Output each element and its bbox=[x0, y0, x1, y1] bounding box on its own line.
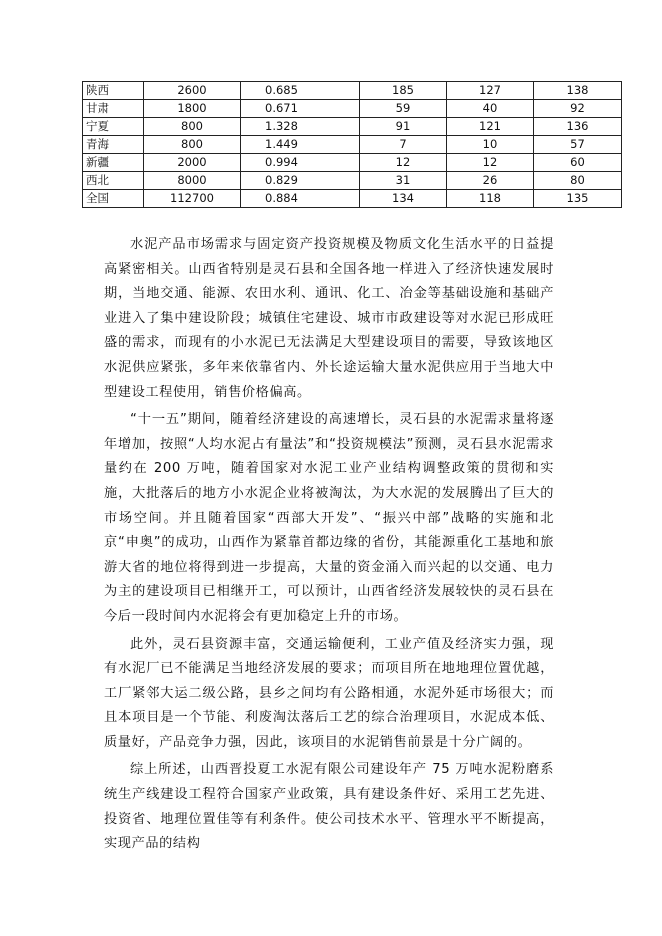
table-cell: 12 bbox=[447, 154, 534, 172]
table-cell: 全国 bbox=[83, 190, 144, 208]
table-cell: 7 bbox=[360, 136, 447, 154]
table-cell: 1.449 bbox=[241, 136, 360, 154]
body-text bbox=[104, 233, 554, 860]
table-cell: 0.884 bbox=[241, 190, 360, 208]
table-cell: 新疆 bbox=[83, 154, 144, 172]
table-cell: 2000 bbox=[144, 154, 241, 172]
table-cell: 136 bbox=[534, 118, 622, 136]
table-cell: 138 bbox=[534, 82, 622, 100]
table-cell: 118 bbox=[447, 190, 534, 208]
table-cell: 26 bbox=[447, 172, 534, 190]
table-cell: 0.994 bbox=[241, 154, 360, 172]
table-row bbox=[83, 154, 622, 172]
table-cell: 0.671 bbox=[241, 100, 360, 118]
table-cell: 134 bbox=[360, 190, 447, 208]
table-cell: 1.328 bbox=[241, 118, 360, 136]
table-cell: 8000 bbox=[144, 172, 241, 190]
table-cell: 112700 bbox=[144, 190, 241, 208]
table-cell: 92 bbox=[534, 100, 622, 118]
table-cell: 0.685 bbox=[241, 82, 360, 100]
table-cell: 31 bbox=[360, 172, 447, 190]
table-cell: 甘肃 bbox=[83, 100, 144, 118]
table-cell: 135 bbox=[534, 190, 622, 208]
table-row bbox=[83, 118, 622, 136]
table-row bbox=[83, 100, 622, 118]
table-cell: 陕西 bbox=[83, 82, 144, 100]
table-cell: 60 bbox=[534, 154, 622, 172]
paragraph-local-advantages: 此外，灵石县资源丰富，交通运输便利，工业产值及经济实力强，现有水泥厂已不能满足当地经济发展的要求；而项目所在地地理位置优越，工厂紧邻大运二级公路，县乡之间均有公路相通，水泥外延市场很大；而且本项目是一个节能、利废淘汰落后工艺的综合治理项目，水泥成本低、质量好，产品竞争力强，因此，该项目的水泥销售前景是十分广阔的。 bbox=[104, 636, 554, 750]
table-cell: 1800 bbox=[144, 100, 241, 118]
table-row bbox=[83, 190, 622, 208]
table-cell: 2600 bbox=[144, 82, 241, 100]
table-row bbox=[83, 82, 622, 100]
paragraph-five-year-plan: “十一五”期间，随着经济建设的高速增长，灵石县的水泥需求量将逐年增加，按照“人均水泥占有量法”和“投资规模法”预测，灵石县水泥需求量约在 200 万吨，随着国家对水泥工业产业结构调整政策的贯彻和实施，大批落后的地方小水泥企业将被淘汰，为大水泥的发展腾出了巨大的市场空间。并且随着国家“西部大开发”、“振兴中部”战略的实施和北京“申奥”的成功，山西作为紧靠首都边缘的省份，其能源重化工基地和旅游大省的地位将得到进一步提高，大量的资金涌入而兴起的以交通、电力为主的建设项目已相继开工，可以预计，山西省经济发展较快的灵石县在今后一段时间内水泥将会有更加稳定上升的市场。 bbox=[104, 412, 554, 624]
table-cell: 185 bbox=[360, 82, 447, 100]
cement-data-table bbox=[82, 81, 622, 208]
table-cell: 800 bbox=[144, 136, 241, 154]
table-cell: 西北 bbox=[83, 172, 144, 190]
table-cell: 青海 bbox=[83, 136, 144, 154]
table-cell: 57 bbox=[534, 136, 622, 154]
table-cell: 12 bbox=[360, 154, 447, 172]
table-cell: 121 bbox=[447, 118, 534, 136]
table-cell: 40 bbox=[447, 100, 534, 118]
table-row bbox=[83, 172, 622, 190]
table-cell: 0.829 bbox=[241, 172, 360, 190]
table-cell: 10 bbox=[447, 136, 534, 154]
table-cell: 80 bbox=[534, 172, 622, 190]
paragraph-market-demand: 水泥产品市场需求与固定资产投资规模及物质文化生活水平的日益提高紧密相关。山西省特别是灵石县和全国各地一样进入了经济快速发展时期，当地交通、能源、农田水利、通讯、化工、冶金等基础设施和基础产业进入了集中建设阶段；城镇住宅建设、城市市政建设等对水泥已形成旺盛的需求，而现有的小水泥已无法满足大型建设项目的需要，导致该地区水泥供应紧张，多年来依靠省内、外长途运输大量水泥供应用于当地大中型建设工程使用，销售价格偏高。 bbox=[104, 237, 554, 400]
paragraph-summary: 综上所述，山西晋投夏工水泥有限公司建设年产 75 万吨水泥粉磨系统生产线建设工程符合国家产业政策，具有建设条件好、采用工艺先进、投资省、地理位置佳等有利条件。使公司技术水平、管理水平不断提高，实现产品的结构 bbox=[104, 762, 554, 852]
table-cell: 91 bbox=[360, 118, 447, 136]
table-cell: 800 bbox=[144, 118, 241, 136]
table-cell: 宁夏 bbox=[83, 118, 144, 136]
table-cell: 127 bbox=[447, 82, 534, 100]
table-cell: 59 bbox=[360, 100, 447, 118]
table-row bbox=[83, 136, 622, 154]
